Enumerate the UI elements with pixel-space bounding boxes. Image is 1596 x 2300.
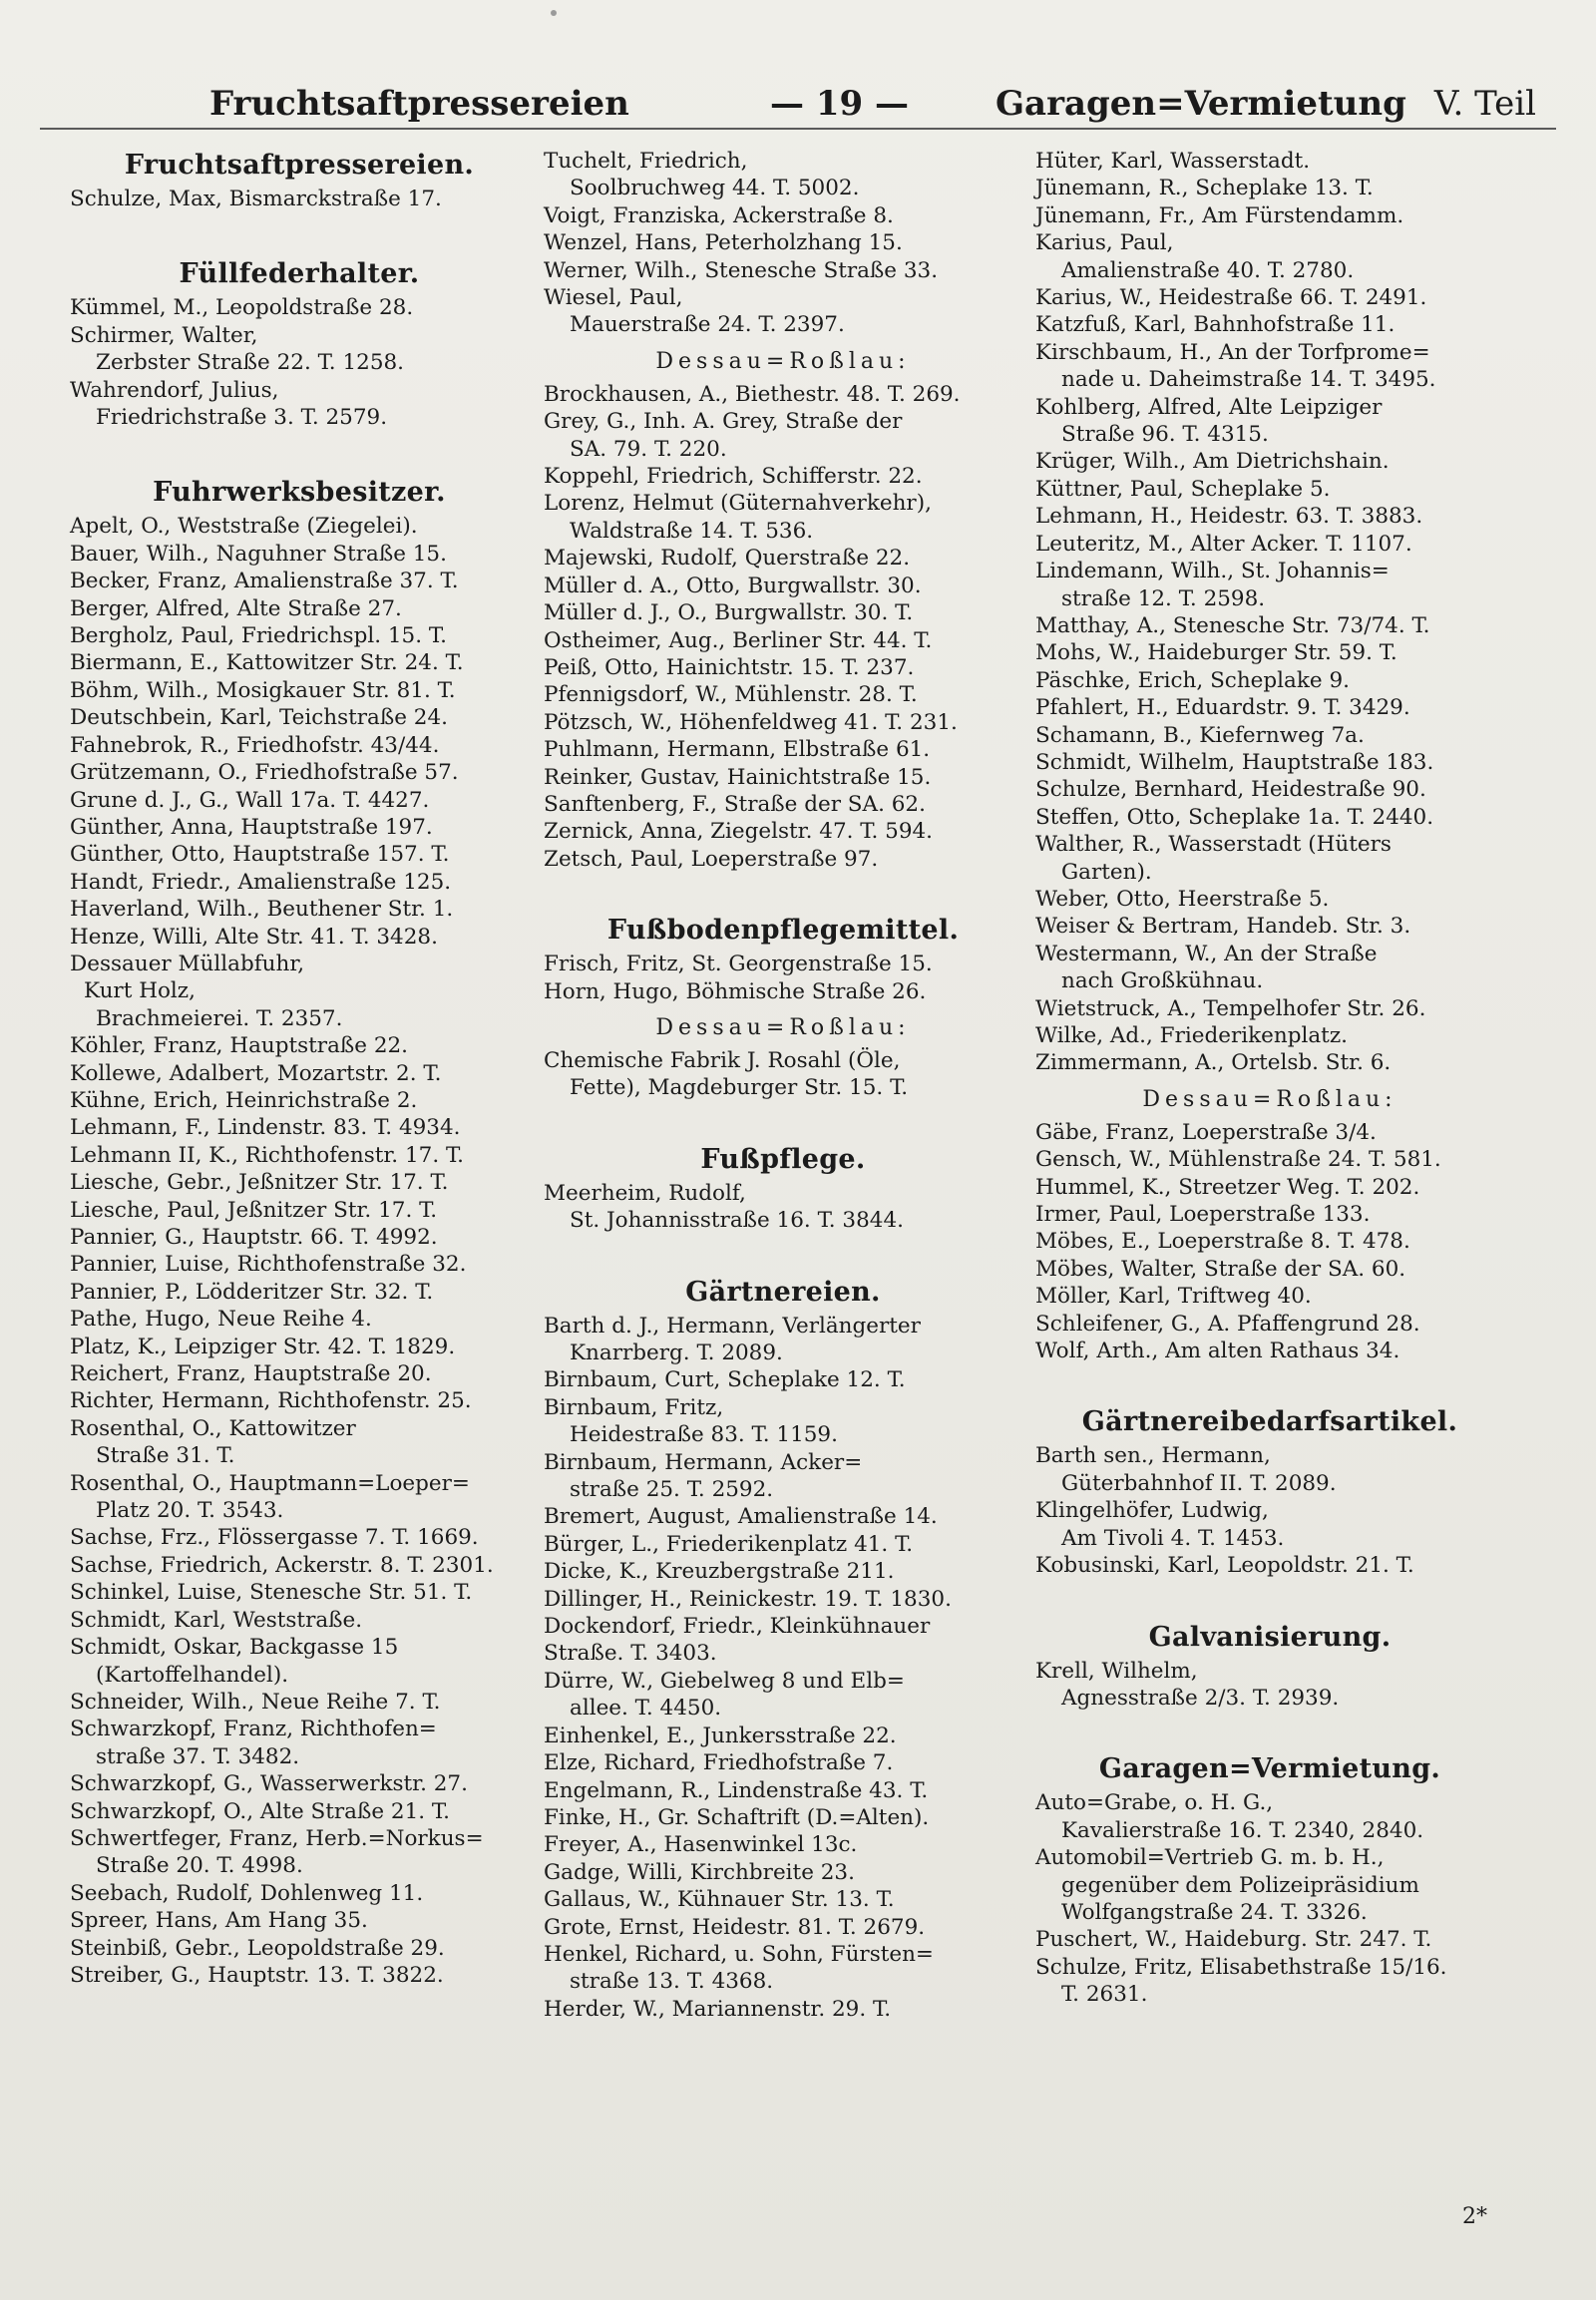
list-item: Kohlberg, Alfred, Alte Leipziger [1035, 394, 1383, 420]
list-item: Am Tivoli 4. T. 1453. [1061, 1525, 1285, 1551]
list-item: Schwertfeger, Franz, Herb.=Norkus= [70, 1825, 484, 1851]
list-item: Schneider, Wilh., Neue Reihe 7. T. [70, 1689, 441, 1715]
list-item: Kühne, Erich, Heinrichstraße 2. [70, 1087, 418, 1113]
list-item: Friedrichstraße 3. T. 2579. [96, 405, 388, 431]
list-item: Brachmeierei. T. 2357. [96, 1005, 343, 1031]
city-subheading: Dessau=Roßlau: [655, 1014, 911, 1040]
section-fussbodenpflegemittel [544, 913, 1022, 1005]
list-item: Auto=Grabe, o. H. G., [1035, 1790, 1274, 1816]
list-item: Pannier, P., Lödderitzer Str. 32. T. [70, 1279, 434, 1305]
list-item: Dessauer Müllabfuhr, [70, 951, 305, 976]
list-item: Frisch, Fritz, St. Georgenstraße 15. [544, 952, 933, 977]
list-item: Platz 20. T. 3543. [96, 1498, 284, 1524]
list-item: Puschert, W., Haideburg. Str. 247. T. [1035, 1927, 1432, 1953]
list-item: Güterbahnhof II. T. 2089. [1061, 1470, 1337, 1496]
list-item: Automobil=Vertrieb G. m. b. H., [1035, 1845, 1385, 1871]
list-item: Hummel, K., Streetzer Weg. T. 202. [1035, 1174, 1420, 1200]
ink-speck [551, 10, 557, 16]
column-1 [70, 148, 529, 1989]
section-fuhrwerksbesitzer [70, 475, 529, 1989]
list-item: Bürger, L., Friederikenplatz 41. T. [544, 1531, 914, 1557]
list-item: Schulze, Max, Bismarckstraße 17. [70, 187, 442, 211]
list-item: Becker, Franz, Amalienstraße 37. T. [70, 569, 459, 594]
list-item: Wietstruck, A., Tempelhofer Str. 26. [1035, 995, 1426, 1021]
running-header [72, 84, 1536, 134]
list-item: Kurt Holz, [84, 978, 196, 1004]
list-item: Schmidt, Karl, Weststraße. [70, 1607, 363, 1633]
list-item: Müller d. J., O., Burgwallstr. 30. T. [544, 600, 914, 626]
list-item: Köhler, Franz, Hauptstraße 22. [70, 1033, 409, 1059]
list-item: Küttner, Paul, Scheplake 5. [1035, 476, 1331, 502]
list-item: Straße 31. T. [96, 1443, 235, 1469]
list-item: Zerbster Straße 22. T. 1258. [96, 350, 405, 376]
list-item: Schwarzkopf, O., Alte Straße 21. T. [70, 1798, 450, 1824]
list-item: Pannier, Luise, Richthofenstraße 32. [70, 1252, 467, 1278]
list-item: St. Johannisstraße 16. T. 3844. [570, 1208, 904, 1234]
list-item: Spreer, Hans, Am Hang 35. [70, 1908, 368, 1934]
list-item: Krell, Wilhelm, [1035, 1658, 1198, 1684]
section-fuellfederhalter [70, 256, 529, 431]
section-garagen-vermietung [1035, 1751, 1504, 2008]
header-right-title: Garagen=Vermietung [996, 84, 1406, 124]
list-item: Pannier, G., Hauptstr. 66. T. 4992. [70, 1225, 438, 1250]
list-item: Ostheimer, Aug., Berliner Str. 44. T. [544, 627, 933, 653]
city-subheading: Dessau=Roßlau: [655, 348, 911, 374]
list-item: Wilke, Ad., Friederikenplatz. [1035, 1023, 1348, 1048]
list-item: Werner, Wilh., Stenesche Straße 33. [544, 257, 939, 283]
list-item: Gallaus, W., Kühnauer Str. 13. T. [544, 1887, 895, 1913]
list-item: Heidestraße 83. T. 1159. [570, 1422, 838, 1448]
section-heading: Fruchtsaftpressereien. [124, 150, 475, 181]
list-item: Barth d. J., Hermann, Verlängerter [544, 1313, 921, 1339]
list-item: Bergholz, Paul, Friedrichspl. 15. T. [70, 623, 447, 649]
list-item: Schmidt, Wilhelm, Hauptstraße 183. [1035, 749, 1434, 775]
list-item: Lehmann, H., Heidestr. 63. T. 3883. [1035, 504, 1423, 530]
list-item: Schulze, Fritz, Elisabethstraße 15/16. [1035, 1954, 1447, 1980]
list-item: Westermann, W., An der Straße [1035, 941, 1378, 966]
section-fusspflege [544, 1142, 1022, 1235]
section-continued-top [544, 148, 1022, 339]
section-heading: Fußpflege. [700, 1143, 866, 1175]
list-item: Birnbaum, Fritz, [544, 1394, 724, 1420]
list-item: Wahrendorf, Julius, [70, 377, 279, 403]
list-item: nade u. Daheimstraße 14. T. 3495. [1061, 367, 1436, 393]
list-item: Chemische Fabrik J. Rosahl (Öle, [544, 1047, 901, 1073]
list-item: Schirmer, Walter, [70, 322, 258, 348]
list-item: Weber, Otto, Heerstraße 5. [1035, 886, 1330, 912]
list-item: Sachse, Frz., Flössergasse 7. T. 1669. [70, 1525, 479, 1551]
list-item: Soolbruchweg 44. T. 5002. [570, 176, 860, 201]
entry-list [1035, 1442, 1504, 1579]
list-item: Freyer, A., Hasenwinkel 13c. [544, 1832, 858, 1858]
list-item: Leuteritz, M., Alter Acker. T. 1107. [1035, 531, 1412, 557]
list-item: Dockendorf, Friedr., Kleinkühnauer [544, 1614, 931, 1640]
list-item: Reichert, Franz, Hauptstraße 20. [70, 1361, 432, 1387]
list-item: Finke, H., Gr. Schaftrift (D.=Alten). [544, 1804, 930, 1830]
list-item: Knarrberg. T. 2089. [570, 1341, 783, 1365]
entry-list [544, 951, 1022, 1005]
section-heading: Gärtnereien. [685, 1276, 881, 1308]
list-item: Kavalierstraße 16. T. 2340, 2840. [1061, 1817, 1424, 1843]
list-item: Schamann, B., Kiefernweg 7a. [1035, 722, 1365, 748]
list-item: Liesche, Paul, Jeßnitzer Str. 17. T. [70, 1197, 438, 1223]
list-item: Liesche, Gebr., Jeßnitzer Str. 17. T. [70, 1170, 449, 1196]
list-item: Platz, K., Leipziger Str. 42. T. 1829. [70, 1334, 456, 1359]
entry-list [544, 381, 1022, 873]
list-item: Sachse, Friedrich, Ackerstr. 8. T. 2301. [70, 1552, 494, 1578]
list-item: Tuchelt, Friedrich, [544, 149, 748, 174]
list-item: Kümmel, M., Leopoldstraße 28. [70, 295, 414, 321]
list-item: Kobusinski, Karl, Leopoldstr. 21. T. [1035, 1553, 1414, 1579]
entry-list [1035, 1658, 1504, 1713]
header-rule [40, 128, 1556, 130]
list-item: straße 25. T. 2592. [570, 1477, 774, 1503]
list-item: Irmer, Paul, Loeperstraße 133. [1035, 1202, 1371, 1228]
list-item: Richter, Hermann, Richthofenstr. 25. [70, 1388, 472, 1414]
entry-list [544, 1047, 1022, 1102]
list-item: Möller, Karl, Triftweg 40. [1035, 1284, 1312, 1310]
list-item: Pfahlert, H., Eduardstr. 9. T. 3429. [1035, 695, 1410, 721]
section-gaertnereibedarfsartikel [1035, 1404, 1504, 1579]
list-item: allee. T. 4450. [570, 1696, 722, 1722]
section-galvanisierung [1035, 1620, 1504, 1713]
list-item: Günther, Otto, Hauptstraße 157. T. [70, 842, 450, 868]
list-item: Katzfuß, Karl, Bahnhofstraße 11. [1035, 312, 1396, 338]
list-item: Möbes, Walter, Straße der SA. 60. [1035, 1256, 1406, 1282]
list-item: Karius, W., Heidestraße 66. T. 2491. [1035, 285, 1427, 311]
section-heading: Füllfederhalter. [179, 258, 420, 290]
list-item: Fette), Magdeburger Str. 15. T. [570, 1075, 909, 1101]
list-item: Barth sen., Hermann, [1035, 1443, 1271, 1469]
list-item: Puhlmann, Hermann, Elbstraße 61. [544, 737, 931, 763]
list-item: Karius, Paul, [1035, 230, 1174, 256]
list-item: Streiber, G., Hauptstr. 13. T. 3822. [70, 1962, 444, 1988]
list-item: Krüger, Wilh., Am Dietrichshain. [1035, 449, 1390, 475]
entry-list [544, 148, 1022, 339]
list-item: Agnesstraße 2/3. T. 2939. [1061, 1685, 1340, 1711]
list-item: Gensch, W., Mühlenstraße 24. T. 581. [1035, 1147, 1441, 1173]
list-item: Brockhausen, A., Biethestr. 48. T. 269. [544, 381, 961, 407]
list-item: Straße. T. 3403. [544, 1641, 717, 1667]
list-item: Elze, Richard, Friedhofstraße 7. [544, 1750, 894, 1776]
list-item: Mohs, W., Haideburger Str. 59. T. [1035, 640, 1397, 666]
list-item: Garten). [1061, 859, 1152, 885]
list-item: SA. 79. T. 220. [570, 436, 727, 462]
list-item: Grote, Ernst, Heidestr. 81. T. 2679. [544, 1914, 926, 1940]
list-item: Lehmann II, K., Richthofenstr. 17. T. [70, 1142, 465, 1168]
list-item: Schleifener, G., A. Pfaffengrund 28. [1035, 1311, 1420, 1337]
list-item: Biermann, E., Kattowitzer Str. 24. T. [70, 650, 464, 676]
list-item: Mauerstraße 24. T. 2397. [570, 312, 845, 338]
list-item: Kollewe, Adalbert, Mozartstr. 2. T. [70, 1060, 442, 1086]
list-item: Zernick, Anna, Ziegelstr. 47. T. 594. [544, 819, 934, 845]
list-item: Klingelhöfer, Ludwig, [1035, 1498, 1269, 1524]
list-item: Berger, Alfred, Alte Straße 27. [70, 595, 402, 621]
list-item: straße 12. T. 2598. [1061, 585, 1266, 611]
list-item: Dicke, K., Kreuzbergstraße 211. [544, 1559, 895, 1585]
list-item: Jünemann, Fr., Am Fürstendamm. [1035, 202, 1404, 228]
list-item: Müller d. A., Otto, Burgwallstr. 30. [544, 573, 922, 598]
list-item: Meerheim, Rudolf, [544, 1180, 746, 1206]
list-item: Päschke, Erich, Scheplake 9. [1035, 667, 1350, 693]
section-fruchtsaftpressereien [70, 148, 529, 212]
column-3 [1035, 148, 1504, 2009]
list-item: straße 13. T. 4368. [570, 1969, 774, 1995]
list-item: Bremert, August, Amalienstraße 14. [544, 1504, 938, 1530]
list-item: Böhm, Wilh., Mosigkauer Str. 81. T. [70, 677, 456, 703]
list-item: Schinkel, Luise, Stenesche Str. 51. T. [70, 1580, 473, 1606]
list-item: Zimmermann, A., Ortelsb. Str. 6. [1035, 1050, 1392, 1076]
list-item: Jünemann, R., Scheplake 13. T. [1035, 176, 1374, 201]
list-item: Horn, Hugo, Böhmische Straße 26. [544, 978, 927, 1004]
list-item: Majewski, Rudolf, Querstraße 22. [544, 546, 911, 572]
list-item: Zetsch, Paul, Loeperstraße 97. [544, 846, 879, 872]
list-item: Rosenthal, O., Kattowitzer [70, 1415, 356, 1441]
header-left-title: Fruchtsaftpressereien [209, 84, 629, 124]
entry-list [70, 513, 529, 1989]
list-item: Wolfgangstraße 24. T. 3326. [1061, 1899, 1368, 1925]
list-item: (Kartoffelhandel). [96, 1662, 289, 1688]
list-item: Peiß, Otto, Hainichtstr. 15. T. 237. [544, 654, 915, 680]
section-dessau-rosslau-fuhrwerk [544, 347, 1022, 873]
list-item: Grey, G., Inh. A. Grey, Straße der [544, 409, 903, 435]
list-item: Pfennigsdorf, W., Mühlenstr. 28. T. [544, 682, 918, 708]
section-heading: Fuhrwerksbesitzer. [153, 477, 446, 509]
list-item: Haverland, Wilh., Beuthener Str. 1. [70, 897, 454, 923]
list-item: Straße 20. T. 4998. [96, 1853, 303, 1879]
entry-list [544, 1313, 1022, 2024]
list-item: Pathe, Hugo, Neue Reihe 4. [70, 1307, 372, 1333]
list-item: Möbes, E., Loeperstraße 8. T. 478. [1035, 1229, 1410, 1255]
list-item: nach Großkühnau. [1061, 968, 1264, 994]
list-item: Matthay, A., Stenesche Str. 73/74. T. [1035, 612, 1430, 638]
list-item: Steinbiß, Gebr., Leopoldstraße 29. [70, 1935, 445, 1961]
list-item: Schwarzkopf, Franz, Richthofen= [70, 1717, 437, 1742]
list-item: Herder, W., Mariannenstr. 29. T. [544, 1996, 892, 2022]
list-item: Waldstraße 14. T. 536. [570, 518, 814, 544]
list-item: Rosenthal, O., Hauptmann=Loeper= [70, 1470, 470, 1496]
list-item: Lehmann, F., Lindenstr. 83. T. 4934. [70, 1115, 461, 1141]
list-item: Schulze, Bernhard, Heidestraße 90. [1035, 777, 1426, 803]
city-subheading: Dessau=Roßlau: [1142, 1086, 1397, 1112]
list-item: Pötzsch, W., Höhenfeldweg 41. T. 231. [544, 709, 958, 735]
list-item: Grune d. J., G., Wall 17a. T. 4427. [70, 787, 430, 813]
entry-list [544, 1180, 1022, 1235]
signature-mark: 2* [1462, 2204, 1487, 2229]
list-item: Birnbaum, Curt, Scheplake 12. T. [544, 1367, 906, 1393]
list-item: Gäbe, Franz, Loeperstraße 3/4. [1035, 1119, 1377, 1145]
list-item: T. 2631. [1061, 1982, 1148, 2008]
section-heading: Fußbodenpflegemittel. [606, 915, 960, 947]
page-number: — 19 — [770, 84, 909, 124]
list-item: Reinker, Gustav, Hainichtstraße 15. [544, 764, 932, 790]
list-item: Walther, R., Wasserstadt (Hüters [1035, 832, 1392, 858]
part-label: V. Teil [1433, 84, 1536, 124]
list-item: Grützemann, O., Friedhofstraße 57. [70, 760, 459, 786]
list-item: Dürre, W., Giebelweg 8 und Elb= [544, 1668, 905, 1694]
list-item: Koppehl, Friedrich, Schifferstr. 22. [544, 464, 923, 490]
list-item: Henkel, Richard, u. Sohn, Fürsten= [544, 1941, 934, 1967]
section-heading: Garagen=Vermietung. [1098, 1753, 1441, 1785]
section-dessau-rosslau-gaertner [1035, 1085, 1504, 1365]
list-item: Schwarzkopf, G., Wasserwerkstr. 27. [70, 1771, 468, 1797]
section-heading: Gärtnereibedarfsartikel. [1081, 1406, 1458, 1438]
list-item: Wenzel, Hans, Peterholzhang 15. [544, 230, 903, 256]
list-item: Schmidt, Oskar, Backgasse 15 [70, 1635, 399, 1661]
list-item: Deutschbein, Karl, Teichstraße 24. [70, 705, 448, 731]
list-item: Sanftenberg, F., Straße der SA. 62. [544, 791, 926, 817]
list-item: Birnbaum, Hermann, Acker= [544, 1449, 863, 1475]
list-item: Gadge, Willi, Kirchbreite 23. [544, 1859, 855, 1885]
list-item: Günther, Anna, Hauptstraße 197. [70, 814, 433, 840]
list-item: Lindemann, Wilh., St. Johannis= [1035, 559, 1390, 584]
list-item: Seebach, Rudolf, Dohlenweg 11. [70, 1880, 424, 1906]
list-item: Fahnebrok, R., Friedhofstr. 43/44. [70, 732, 440, 758]
list-item: Apelt, O., Weststraße (Ziegelei). [70, 514, 418, 540]
section-continued-top [1035, 148, 1504, 1077]
list-item: gegenüber dem Polizeipräsidium [1061, 1872, 1419, 1898]
list-item: Hüter, Karl, Wasserstadt. [1035, 149, 1311, 174]
list-item: Handt, Friedr., Amalienstraße 125. [70, 869, 452, 895]
entry-list [1035, 148, 1504, 1077]
list-item: Lorenz, Helmut (Güternahverkehr), [544, 491, 932, 517]
section-dessau-rosslau-fussboden [544, 1013, 1022, 1102]
list-item: Engelmann, R., Lindenstraße 43. T. [544, 1777, 929, 1803]
list-item: straße 37. T. 3482. [96, 1743, 300, 1769]
list-item: Amalienstraße 40. T. 2780. [1061, 257, 1355, 283]
section-gaertnereien [544, 1275, 1022, 2024]
list-item: Henze, Willi, Alte Str. 41. T. 3428. [70, 924, 438, 950]
section-heading: Galvanisierung. [1148, 1621, 1392, 1653]
list-item: Voigt, Franziska, Ackerstraße 8. [544, 202, 894, 228]
column-2 [544, 148, 1022, 2023]
list-item: Bauer, Wilh., Naguhner Straße 15. [70, 541, 447, 567]
list-item: Dillinger, H., Reinickestr. 19. T. 1830. [544, 1586, 952, 1612]
list-item: Einhenkel, E., Junkersstraße 22. [544, 1723, 897, 1748]
list-item: Wolf, Arth., Am alten Rathaus 34. [1035, 1339, 1400, 1364]
list-item: Straße 96. T. 4315. [1061, 422, 1269, 448]
entry-list [1035, 1789, 1504, 2008]
list-item: Wiesel, Paul, [544, 285, 683, 311]
list-item: Weiser & Bertram, Handeb. Str. 3. [1035, 914, 1411, 940]
list-item: Kirschbaum, H., An der Torfprome= [1035, 339, 1430, 365]
entry-list [1035, 1119, 1504, 1365]
list-item: Steffen, Otto, Scheplake 1a. T. 2440. [1035, 804, 1434, 830]
